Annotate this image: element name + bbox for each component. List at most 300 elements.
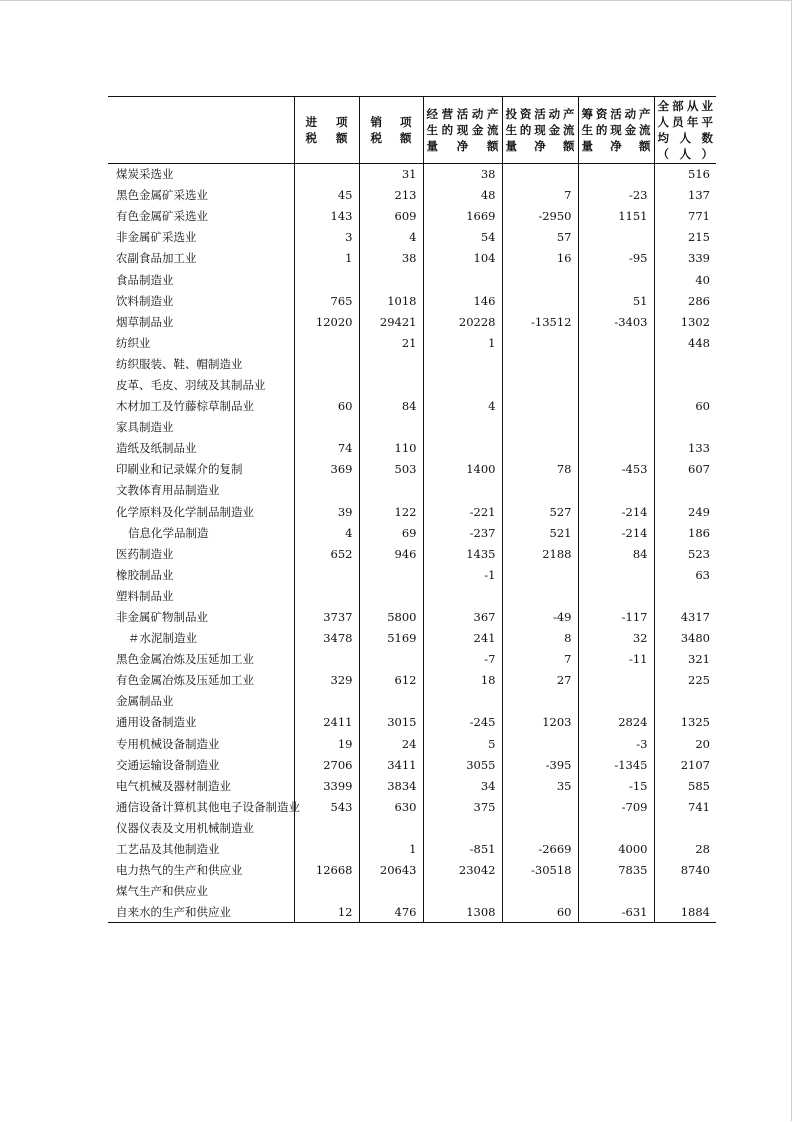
- value-cell-col6: 63: [654, 564, 716, 585]
- value-cell-col5: -709: [578, 796, 654, 817]
- value-cell-col5: 2824: [578, 712, 654, 733]
- table-row: [108, 564, 716, 585]
- industry-name: 文教体育用品制造业: [116, 483, 220, 498]
- value-cell-col1: 2411: [294, 712, 359, 733]
- value-cell-col4: [502, 374, 578, 395]
- table-row: [108, 480, 716, 501]
- industry-name: 饮料制造业: [116, 293, 174, 308]
- value-cell-col1: 3399: [294, 775, 359, 796]
- column-header-line: 销 项: [370, 115, 412, 129]
- value-cell-col2: 24: [359, 733, 423, 754]
- table-row: [108, 206, 716, 227]
- industry-name: 木材加工及竹藤棕草制品业: [116, 399, 254, 414]
- industry-name: 黑色金属矿采选业: [116, 188, 208, 203]
- value-cell-col1: 4: [294, 522, 359, 543]
- table-row: [108, 775, 716, 796]
- industry-name: 有色金属矿采选业: [116, 209, 208, 224]
- value-cell-col6: 321: [654, 649, 716, 670]
- value-cell-col4: [502, 733, 578, 754]
- table-row: [108, 522, 716, 543]
- industry-name: 工艺品及其他制造业: [116, 842, 220, 857]
- value-cell-col4: [502, 564, 578, 585]
- column-header-line: 筹资活动产: [581, 107, 651, 121]
- value-cell-col1: [294, 480, 359, 501]
- value-cell-col4: [502, 164, 578, 185]
- value-cell-col2: 20643: [359, 860, 423, 881]
- industry-name: 仪器仪表及文用机械制造业: [116, 820, 254, 835]
- value-cell-col1: [294, 564, 359, 585]
- value-cell-col4: 60: [502, 902, 578, 923]
- value-cell-col5: -3: [578, 733, 654, 754]
- value-cell-col2: [359, 353, 423, 374]
- value-cell-col2: 609: [359, 206, 423, 227]
- value-cell-col2: 1: [359, 839, 423, 860]
- value-cell-col6: 771: [654, 206, 716, 227]
- table-row: [108, 438, 716, 459]
- value-cell-col1: [294, 353, 359, 374]
- value-cell-col1: 45: [294, 185, 359, 206]
- value-cell-col6: [654, 417, 716, 438]
- value-cell-col2: [359, 564, 423, 585]
- value-cell-col1: [294, 417, 359, 438]
- value-cell-col3: 18: [423, 670, 502, 691]
- value-cell-col5: [578, 227, 654, 248]
- value-cell-col1: 39: [294, 501, 359, 522]
- value-cell-col2: [359, 269, 423, 290]
- value-cell-col4: -2669: [502, 839, 578, 860]
- value-cell-col4: [502, 353, 578, 374]
- value-cell-col2: [359, 649, 423, 670]
- industry-name: 皮革、毛皮、羽绒及其制品业: [116, 377, 266, 392]
- value-cell-col4: [502, 691, 578, 712]
- table-row: [108, 839, 716, 860]
- value-cell-col3: 375: [423, 796, 502, 817]
- table-row: [108, 754, 716, 775]
- value-cell-col5: [578, 374, 654, 395]
- value-cell-col4: [502, 332, 578, 353]
- header-row: [108, 97, 716, 164]
- value-cell-col3: -7: [423, 649, 502, 670]
- value-cell-col6: 8740: [654, 860, 716, 881]
- table-row: [108, 227, 716, 248]
- value-cell-col1: [294, 649, 359, 670]
- industry-name: 纺织服装、鞋、帽制造业: [116, 356, 243, 371]
- value-cell-col5: 7835: [578, 860, 654, 881]
- value-cell-col2: 612: [359, 670, 423, 691]
- value-cell-col3: 1435: [423, 543, 502, 564]
- value-cell-col4: [502, 796, 578, 817]
- value-cell-col2: 630: [359, 796, 423, 817]
- column-header-line: 税 额: [305, 131, 348, 145]
- value-cell-col2: 503: [359, 459, 423, 480]
- industry-name: 煤炭采选业: [116, 167, 174, 182]
- value-cell-col6: [654, 817, 716, 838]
- value-cell-col1: 3737: [294, 606, 359, 627]
- column-header-line: 生的现金流: [581, 123, 651, 137]
- value-cell-col5: [578, 417, 654, 438]
- value-cell-col6: 28: [654, 839, 716, 860]
- value-cell-col1: [294, 332, 359, 353]
- column-header-1: [294, 97, 359, 164]
- value-cell-col5: -3403: [578, 311, 654, 332]
- value-cell-col1: [294, 691, 359, 712]
- table-row: [108, 691, 716, 712]
- value-cell-col1: 2706: [294, 754, 359, 775]
- value-cell-col2: 38: [359, 248, 423, 269]
- industry-name: 电力热气的生产和供应业: [116, 863, 243, 878]
- table-row: [108, 628, 716, 649]
- value-cell-col4: 78: [502, 459, 578, 480]
- value-cell-col4: -49: [502, 606, 578, 627]
- value-cell-col4: 527: [502, 501, 578, 522]
- value-cell-col2: 5169: [359, 628, 423, 649]
- value-cell-col5: [578, 480, 654, 501]
- table-row: [108, 902, 716, 923]
- column-header-line: 量 净 额: [581, 139, 651, 153]
- value-cell-col3: [423, 585, 502, 606]
- table-row: [108, 860, 716, 881]
- value-cell-col3: -245: [423, 712, 502, 733]
- industry-table: [108, 96, 716, 923]
- value-cell-col5: 51: [578, 290, 654, 311]
- value-cell-col6: 3480: [654, 628, 716, 649]
- value-cell-col5: -15: [578, 775, 654, 796]
- value-cell-col4: 2188: [502, 543, 578, 564]
- value-cell-col3: 20228: [423, 311, 502, 332]
- value-cell-col4: [502, 438, 578, 459]
- value-cell-col3: [423, 269, 502, 290]
- value-cell-col2: 122: [359, 501, 423, 522]
- value-cell-col4: -2950: [502, 206, 578, 227]
- value-cell-col5: -11: [578, 649, 654, 670]
- value-cell-col5: [578, 691, 654, 712]
- value-cell-col1: 74: [294, 438, 359, 459]
- column-header-3: [423, 97, 502, 164]
- industry-name: 黑色金属冶炼及压延加工业: [116, 652, 254, 667]
- value-cell-col3: 34: [423, 775, 502, 796]
- value-cell-col3: 1308: [423, 902, 502, 923]
- value-cell-col2: 4: [359, 227, 423, 248]
- value-cell-col4: 57: [502, 227, 578, 248]
- industry-name: 非金属矿采选业: [116, 230, 197, 245]
- table-row: [108, 670, 716, 691]
- value-cell-col5: [578, 817, 654, 838]
- value-cell-col2: 21: [359, 332, 423, 353]
- value-cell-col5: [578, 332, 654, 353]
- value-cell-col6: 20: [654, 733, 716, 754]
- column-header-2: [359, 97, 423, 164]
- industry-name: 信息化学品制造: [128, 525, 209, 540]
- value-cell-col6: 133: [654, 438, 716, 459]
- value-cell-col1: 329: [294, 670, 359, 691]
- value-cell-col2: 3015: [359, 712, 423, 733]
- industry-name: 橡胶制品业: [116, 567, 174, 582]
- value-cell-col2: 3411: [359, 754, 423, 775]
- value-cell-col3: [423, 438, 502, 459]
- value-cell-col3: 1669: [423, 206, 502, 227]
- value-cell-col2: 29421: [359, 311, 423, 332]
- value-cell-col4: [502, 817, 578, 838]
- table-row: [108, 417, 716, 438]
- value-cell-col6: 225: [654, 670, 716, 691]
- value-cell-col5: [578, 585, 654, 606]
- industry-name: 交通运输设备制造业: [116, 757, 220, 772]
- column-header-line: 投资活动产: [505, 107, 575, 121]
- table-row: [108, 353, 716, 374]
- value-cell-col3: [423, 817, 502, 838]
- value-cell-col2: 1018: [359, 290, 423, 311]
- column-header-4: [502, 97, 578, 164]
- value-cell-col6: 607: [654, 459, 716, 480]
- column-header-line: 量 净 额: [426, 139, 499, 153]
- value-cell-col4: 521: [502, 522, 578, 543]
- value-cell-col6: 1302: [654, 311, 716, 332]
- value-cell-col2: [359, 374, 423, 395]
- industry-name: 有色金属冶炼及压延加工业: [116, 673, 254, 688]
- industry-name: 金属制品业: [116, 694, 174, 709]
- value-cell-col3: 241: [423, 628, 502, 649]
- value-cell-col4: [502, 417, 578, 438]
- table-row: [108, 712, 716, 733]
- value-cell-col3: 54: [423, 227, 502, 248]
- table-row: [108, 459, 716, 480]
- column-header-line: 进 项: [305, 115, 348, 129]
- column-header-line: 全部从业: [657, 99, 713, 113]
- industry-name: 塑料制品业: [116, 588, 174, 603]
- value-cell-col6: [654, 691, 716, 712]
- value-cell-col2: [359, 417, 423, 438]
- value-cell-col1: [294, 164, 359, 185]
- value-cell-col1: [294, 374, 359, 395]
- industry-name: 家具制造业: [116, 420, 174, 435]
- value-cell-col1: 652: [294, 543, 359, 564]
- value-cell-col6: 249: [654, 501, 716, 522]
- value-cell-col5: [578, 269, 654, 290]
- value-cell-col4: 16: [502, 248, 578, 269]
- industry-name: ＃水泥制造业: [128, 631, 197, 646]
- value-cell-col4: 1203: [502, 712, 578, 733]
- value-cell-col1: [294, 817, 359, 838]
- value-cell-col2: 84: [359, 396, 423, 417]
- value-cell-col4: [502, 585, 578, 606]
- value-cell-col1: 3478: [294, 628, 359, 649]
- value-cell-col2: 3834: [359, 775, 423, 796]
- value-cell-col5: 4000: [578, 839, 654, 860]
- table-row: [108, 585, 716, 606]
- value-cell-col1: 1: [294, 248, 359, 269]
- value-cell-col5: -631: [578, 902, 654, 923]
- value-cell-col6: 516: [654, 164, 716, 185]
- value-cell-col3: [423, 881, 502, 902]
- value-cell-col2: 31: [359, 164, 423, 185]
- table-row: [108, 543, 716, 564]
- table-row: [108, 733, 716, 754]
- industry-name: 造纸及纸制品业: [116, 441, 197, 456]
- table-row: [108, 332, 716, 353]
- column-header-line: 人员年平: [657, 115, 713, 129]
- column-header-line: 量 净 额: [505, 139, 575, 153]
- value-cell-col3: 23042: [423, 860, 502, 881]
- value-cell-col6: [654, 374, 716, 395]
- column-header-line: 税 额: [370, 131, 412, 145]
- value-cell-col6: [654, 881, 716, 902]
- table-row: [108, 606, 716, 627]
- value-cell-col4: 27: [502, 670, 578, 691]
- value-cell-col3: 3055: [423, 754, 502, 775]
- value-cell-col6: 1325: [654, 712, 716, 733]
- value-cell-col3: 367: [423, 606, 502, 627]
- table-row: [108, 796, 716, 817]
- value-cell-col5: 1151: [578, 206, 654, 227]
- value-cell-col6: 286: [654, 290, 716, 311]
- value-cell-col2: 213: [359, 185, 423, 206]
- value-cell-col6: 60: [654, 396, 716, 417]
- value-cell-col1: 19: [294, 733, 359, 754]
- table-row: [108, 817, 716, 838]
- value-cell-col5: [578, 396, 654, 417]
- value-cell-col1: 543: [294, 796, 359, 817]
- value-cell-col2: 5800: [359, 606, 423, 627]
- value-cell-col4: [502, 881, 578, 902]
- column-header-line: 均 人 数: [657, 131, 713, 145]
- value-cell-col3: 104: [423, 248, 502, 269]
- value-cell-col6: [654, 585, 716, 606]
- value-cell-col5: -453: [578, 459, 654, 480]
- value-cell-col5: -95: [578, 248, 654, 269]
- value-cell-col3: [423, 353, 502, 374]
- industry-name: 化学原料及化学制品制造业: [116, 504, 254, 519]
- column-header-0: [108, 97, 294, 164]
- value-cell-col5: [578, 564, 654, 585]
- value-cell-col6: 40: [654, 269, 716, 290]
- value-cell-col4: 8: [502, 628, 578, 649]
- column-header-line: 生的现金流: [426, 123, 499, 137]
- industry-name: 非金属矿物制品业: [116, 610, 208, 625]
- value-cell-col1: 3: [294, 227, 359, 248]
- value-cell-col6: 1884: [654, 902, 716, 923]
- value-cell-col2: [359, 817, 423, 838]
- table-header: [108, 97, 716, 164]
- value-cell-col3: -851: [423, 839, 502, 860]
- value-cell-col3: 38: [423, 164, 502, 185]
- table-row: [108, 290, 716, 311]
- value-cell-col6: 4317: [654, 606, 716, 627]
- value-cell-col6: 741: [654, 796, 716, 817]
- value-cell-col5: [578, 670, 654, 691]
- value-cell-col5: [578, 164, 654, 185]
- value-cell-col6: 215: [654, 227, 716, 248]
- industry-name: 印刷业和记录媒介的复制: [116, 462, 243, 477]
- value-cell-col2: 946: [359, 543, 423, 564]
- value-cell-col3: 1: [423, 332, 502, 353]
- value-cell-col3: -221: [423, 501, 502, 522]
- value-cell-col4: 7: [502, 649, 578, 670]
- value-cell-col2: 69: [359, 522, 423, 543]
- column-header-5: [578, 97, 654, 164]
- industry-name: 自来水的生产和供应业: [108, 902, 294, 923]
- value-cell-col3: 4: [423, 396, 502, 417]
- value-cell-col1: [294, 881, 359, 902]
- value-cell-col3: 5: [423, 733, 502, 754]
- value-cell-col5: -214: [578, 522, 654, 543]
- value-cell-col6: 448: [654, 332, 716, 353]
- industry-name: 通信设备计算机其他电子设备制造业: [116, 799, 300, 814]
- value-cell-col2: [359, 480, 423, 501]
- value-cell-col2: 110: [359, 438, 423, 459]
- value-cell-col6: 137: [654, 185, 716, 206]
- value-cell-col1: 369: [294, 459, 359, 480]
- value-cell-col6: 585: [654, 775, 716, 796]
- industry-name: 煤气生产和供应业: [116, 884, 208, 899]
- value-cell-col1: [294, 269, 359, 290]
- industry-name: 通用设备制造业: [116, 715, 197, 730]
- value-cell-col6: 186: [654, 522, 716, 543]
- value-cell-col3: [423, 480, 502, 501]
- table-row: [108, 311, 716, 332]
- value-cell-col4: -395: [502, 754, 578, 775]
- value-cell-col3: 48: [423, 185, 502, 206]
- value-cell-col6: 523: [654, 543, 716, 564]
- value-cell-col1: 143: [294, 206, 359, 227]
- table-row: [108, 881, 716, 902]
- value-cell-col5: [578, 881, 654, 902]
- value-cell-col5: -214: [578, 501, 654, 522]
- value-cell-col1: 12020: [294, 311, 359, 332]
- industry-name: 专用机械设备制造业: [116, 736, 220, 751]
- table-row: [108, 248, 716, 269]
- column-header-line: 生的现金流: [505, 123, 575, 137]
- value-cell-col2: [359, 691, 423, 712]
- column-header-line: 经营活动产: [426, 107, 499, 121]
- value-cell-col1: [294, 839, 359, 860]
- column-header-6: [654, 97, 716, 164]
- value-cell-col6: 2107: [654, 754, 716, 775]
- industry-name: 农副食品加工业: [116, 251, 197, 266]
- value-cell-col3: 1400: [423, 459, 502, 480]
- value-cell-col6: [654, 480, 716, 501]
- value-cell-col4: -30518: [502, 860, 578, 881]
- value-cell-col1: 765: [294, 290, 359, 311]
- value-cell-col5: [578, 438, 654, 459]
- value-cell-col3: [423, 417, 502, 438]
- value-cell-col5: 84: [578, 543, 654, 564]
- value-cell-col3: 146: [423, 290, 502, 311]
- value-cell-col2: [359, 881, 423, 902]
- value-cell-col6: 339: [654, 248, 716, 269]
- value-cell-col4: 7: [502, 185, 578, 206]
- value-cell-col4: [502, 396, 578, 417]
- value-cell-col3: [423, 374, 502, 395]
- table-row: [108, 374, 716, 395]
- industry-name: 纺织业: [116, 335, 151, 350]
- value-cell-col1: [294, 585, 359, 606]
- industry-name: 食品制造业: [116, 272, 174, 287]
- table-row: [108, 164, 716, 185]
- value-cell-col5: [578, 353, 654, 374]
- value-cell-col4: [502, 290, 578, 311]
- value-cell-col4: -13512: [502, 311, 578, 332]
- value-cell-col4: [502, 480, 578, 501]
- value-cell-col4: 35: [502, 775, 578, 796]
- industry-name: 烟草制品业: [116, 314, 174, 329]
- value-cell-col5: -23: [578, 185, 654, 206]
- industry-name: 电气机械及器材制造业: [116, 778, 231, 793]
- value-cell-col5: -1345: [578, 754, 654, 775]
- table-row: [108, 396, 716, 417]
- table-body: [108, 164, 716, 923]
- value-cell-col5: -117: [578, 606, 654, 627]
- column-header-line: （人）: [657, 147, 713, 161]
